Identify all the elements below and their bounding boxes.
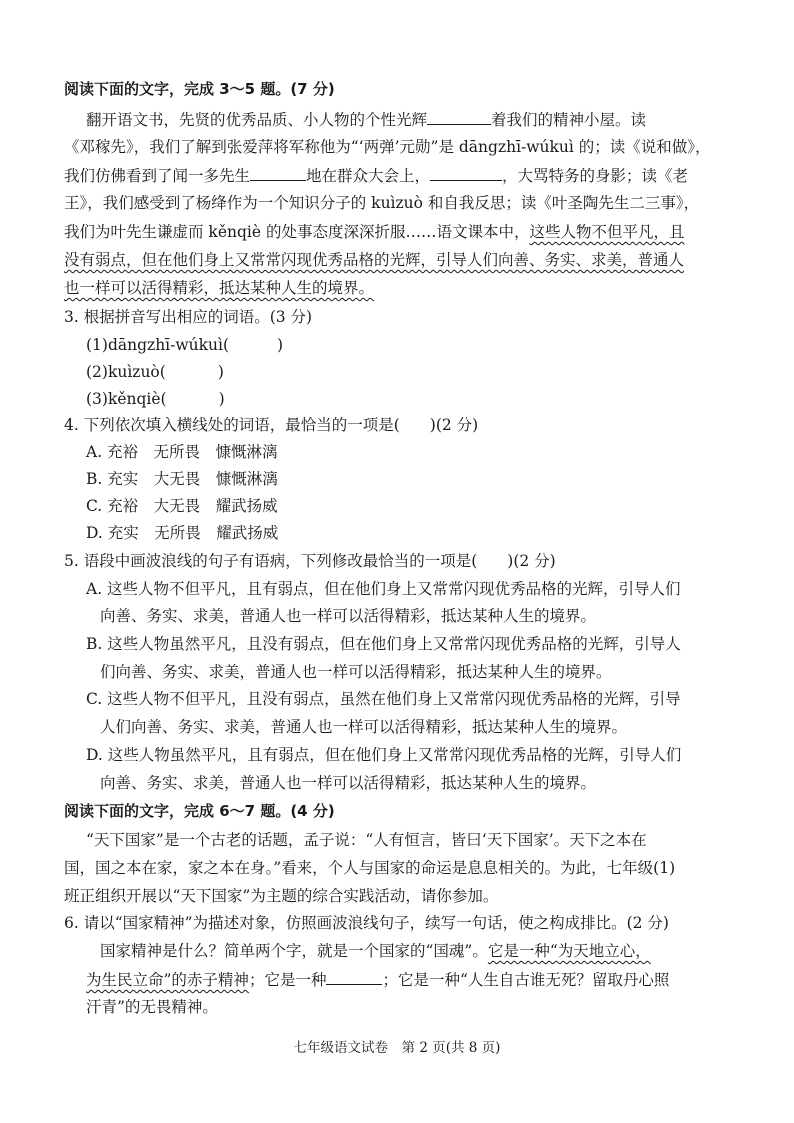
passage-line: 班正组织开展以“天下国家”为主题的综合实践活动，请你参加。	[64, 887, 499, 905]
wavy-sentence: 为生民立命”的赤子精神	[86, 971, 249, 989]
blank-3[interactable]	[430, 164, 502, 181]
q3-stem: 3. 根据拼音写出相应的词语。(3 分)	[64, 308, 313, 326]
passage-line	[86, 108, 646, 131]
passage-text: 地在群众大会上，	[306, 167, 431, 185]
wavy-sentence: 它是一种“为天地立心，	[487, 942, 651, 960]
q6-text: ；它是一种	[248, 971, 327, 989]
q3-item	[86, 388, 225, 410]
q4-option-d[interactable]: D. 充实 无所畏 耀武扬威	[86, 524, 279, 542]
q4-option-b[interactable]: B. 充实 大无畏 慷慨淋漓	[86, 470, 278, 488]
page-footer: 七年级语文试卷 第 2 页(共 8 页)	[293, 1040, 501, 1056]
q5-option-a-cont: 向善、务实、求美，普通人也一样可以活得精彩，抵达某种人生的境界。	[100, 607, 597, 625]
passage-text: ，大骂特务的身影；读《老	[502, 167, 689, 185]
q6-line	[86, 968, 669, 991]
q6-stem: 6. 请以“国家精神”为描述对象，仿照画波浪线句子，续写一句话，使之构成排比。(2 分)	[64, 914, 669, 932]
blank-2[interactable]	[250, 164, 306, 181]
q5-stem	[64, 550, 556, 572]
passage-text: 着我们的精神小屋。读	[491, 111, 647, 129]
q5-option-c-cont: 人们向善、务实、求美，普通人也一样可以活得精彩，抵达某种人生的境界。	[100, 718, 628, 736]
wavy-sentence: 这些人物不但平凡，且	[529, 223, 685, 241]
passage-line	[64, 221, 684, 243]
q5-option-a[interactable]: A. 这些人物不但平凡，且有弱点，但在他们身上又常常闪现优秀品格的光辉，引导人们	[86, 580, 681, 598]
q6-line: 汗青”的无畏精神。	[86, 998, 218, 1016]
passage-line: 《邓稼先》，我们了解到张爱萍将军称他为“‘两弹’元勋”是 dāngzhī-wúkuì 的；读《说和做》，	[64, 138, 711, 156]
q3-item	[86, 361, 224, 383]
passage-line: 国，国之本在家，家之本在身。”看来，个人与国家的命运是息息相关的。为此，七年级(1)	[64, 859, 676, 877]
q6-text: ；它是一种“人生自古谁无死？留取丹心照	[382, 971, 670, 989]
passage-text: 我们为叶先生谦虚而 kěnqiè 的处事态度深深折服……语文课本中，	[64, 223, 530, 241]
section1-heading: 阅读下面的文字，完成 3～5 题。(7 分)	[64, 80, 335, 98]
q3-item-text: (2)kuìzuò(	[86, 363, 166, 381]
q4-option-a[interactable]: A. 充裕 无所畏 慷慨淋漓	[86, 443, 278, 461]
answer-blank[interactable]	[326, 968, 382, 985]
q4-option-c[interactable]: C. 充裕 大无畏 耀武扬威	[86, 497, 278, 515]
blank-1[interactable]	[427, 108, 491, 125]
passage-line	[64, 164, 688, 187]
passage-line: 王》，我们感受到了杨绛作为一个知识分子的 kuìzuò 和自我反思；读《叶圣陶先生二三事》，	[64, 194, 700, 212]
q5-option-c[interactable]: C. 这些人物不但平凡，且没有弱点，虽然在他们身上又常常闪现优秀品格的光辉，引导	[86, 690, 681, 708]
passage-text: 我们仿佛看到了闻一多先生	[64, 167, 251, 185]
section2-heading: 阅读下面的文字，完成 6～7 题。(4 分)	[64, 802, 335, 820]
passage-line: “天下国家”是一个古老的话题，孟子说：“人有恒言，皆曰‘天下国家’。天下之本在	[86, 831, 647, 849]
q3-item-text: (1)dāngzhī-wúkuì(	[86, 336, 229, 354]
passage-text: 翻开语文书，先贤的优秀品质、小人物的个性光辉	[86, 111, 428, 129]
wavy-sentence: 没有弱点，但在他们身上又常常闪现优秀品格的光辉，引导人们向善、务实、求美，普通人	[64, 251, 685, 269]
q6-text: 国家精神是什么？简单两个字，就是一个国家的“国魂”。	[100, 942, 488, 960]
q3-close: )	[217, 363, 224, 381]
q6-line	[100, 940, 651, 962]
q3-close: )	[277, 336, 284, 354]
q3-item-text: (3)kěnqiè(	[86, 390, 167, 408]
q5-stem-text: 5. 语段中画波浪线的句子有语病，下列修改最恰当的一项是(	[64, 552, 478, 570]
wavy-sentence: 也一样可以活得精彩，抵达某种人生的境界。	[64, 279, 375, 297]
q5-stem-score: )(2 分)	[507, 552, 556, 570]
q4-stem-text: 4. 下列依次填入横线处的词语，最恰当的一项是(	[64, 416, 400, 434]
q5-option-d-cont: 向善、务实、求美，普通人也一样可以活得精彩，抵达某种人生的境界。	[100, 774, 597, 792]
q5-option-b[interactable]: B. 这些人物虽然平凡，且没有弱点，但在他们身上又常常闪现优秀品格的光辉，引导人	[86, 635, 681, 653]
q4-stem	[64, 414, 478, 436]
q5-option-d[interactable]: D. 这些人物虽然平凡，且有弱点，但在他们身上又常常闪现优秀品格的光辉，引导人们	[86, 746, 682, 764]
q3-item	[86, 334, 283, 356]
q3-close: )	[218, 390, 225, 408]
q4-stem-score: )(2 分)	[429, 416, 479, 434]
q5-option-b-cont: 们向善、务实、求美，普通人也一样可以活得精彩，抵达某种人生的境界。	[100, 663, 612, 681]
